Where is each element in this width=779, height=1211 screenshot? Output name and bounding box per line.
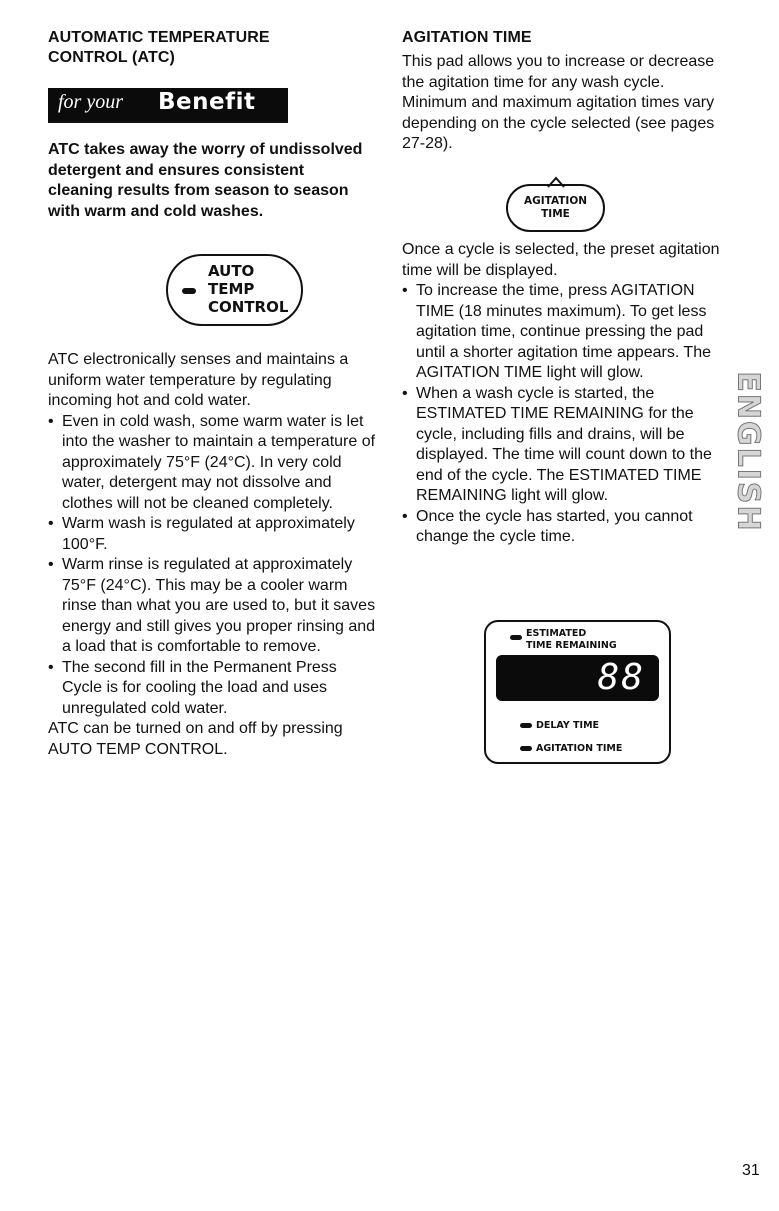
estimated-label: ESTIMATED [526, 628, 587, 639]
atc-intro: ATC electronically senses and maintains a uniform water temperature by regulating incoming hot and cold water. [48, 351, 349, 409]
temp-label: TEMP [208, 280, 255, 298]
delay-time-label: DELAY TIME [536, 720, 600, 731]
agitation-heading: AGITATION TIME [402, 29, 532, 46]
agitation-bullet-list [402, 281, 732, 548]
list-item: • Warm rinse is regulated at approximately 75°F (24°C). This may be a cooler warm rinse than what you are used to, but it saves energy and still gives you proper rinsing and a load that is comfortable to remove. [48, 556, 376, 655]
language-side-tab [730, 358, 766, 546]
atc-heading-line1: AUTOMATIC TEMPERATURE [48, 29, 270, 46]
atc-heading-line2: CONTROL (ATC) [48, 49, 175, 66]
agitation-time-button[interactable] [506, 184, 605, 232]
banner-underline [48, 121, 288, 123]
list-item: • Once the cycle has started, you cannot change the cycle time. [402, 507, 693, 545]
banner-benefit: Benefit [158, 89, 256, 115]
page-number: 31 [742, 1162, 760, 1179]
time-display-panel [484, 620, 671, 764]
agitation-body [402, 240, 732, 548]
list-item: • Even in cold wash, some warm water is let into the washer to maintain a temperature of approximately 75°F (24°C). In very cold water, detergent may not dissolve and clothes will not be cleaned completely. [48, 412, 376, 512]
atc-closing: ATC can be turned on and off by pressing AUTO TEMP CONTROL. [48, 720, 343, 758]
benefit-banner [48, 88, 288, 121]
display-digits: 88 [597, 657, 645, 698]
list-item: • To increase the time, press AGITATION TIME (18 minutes maximum). To get less agitation time, continue pressing the pad until a shorter agitation time appears. The AGITATION TIME light will glow. [402, 282, 711, 381]
auto-temp-control-button[interactable] [166, 254, 303, 326]
agitation-time-label: AGITATION TIME [536, 743, 623, 754]
control-label: CONTROL [208, 298, 289, 316]
agitation-time-light [520, 746, 532, 751]
auto-label: AUTO [208, 262, 255, 280]
up-arrow-icon [546, 176, 566, 188]
agitation-label: AGITATION [523, 195, 588, 207]
list-item: • Warm wash is regulated at approximately 100°F. [48, 515, 355, 553]
side-tab-text: ENGLISH [730, 371, 766, 533]
banner-for-your: for your [58, 91, 123, 113]
atc-bullet-list [48, 412, 378, 720]
list-item: • When a wash cycle is started, the ESTIMATED TIME REMAINING for the cycle, including fills and drains, will be displayed. The time will count down to the end of the cycle. The ESTIMATED TIME REMAINING light will glow. [402, 384, 712, 504]
estimated-time-light [510, 635, 522, 640]
atc-indicator-light [182, 288, 196, 294]
right-column [402, 28, 722, 155]
delay-time-light [520, 723, 532, 728]
list-item: • The second fill in the Permanent Press Cycle is for cooling the load and uses unregulated cold water. [48, 658, 337, 717]
atc-body [48, 350, 378, 760]
agitation-intro: This pad allows you to increase or decrease the agitation time for any wash cycle. Minimum and maximum agitation times vary depending on the cycle selected (see pages 27-28). [402, 53, 715, 152]
left-column [48, 28, 378, 68]
benefit-block [48, 140, 373, 222]
time-label: TIME [541, 208, 570, 220]
benefit-text: ATC takes away the worry of undissolved detergent and ensures consistent cleaning results from season to season with warm and cold washes. [48, 141, 363, 220]
agitation-after-button: Once a cycle is selected, the preset agitation time will be displayed. [402, 241, 720, 279]
time-remaining-label: TIME REMAINING [526, 640, 617, 651]
digital-display [496, 655, 659, 701]
